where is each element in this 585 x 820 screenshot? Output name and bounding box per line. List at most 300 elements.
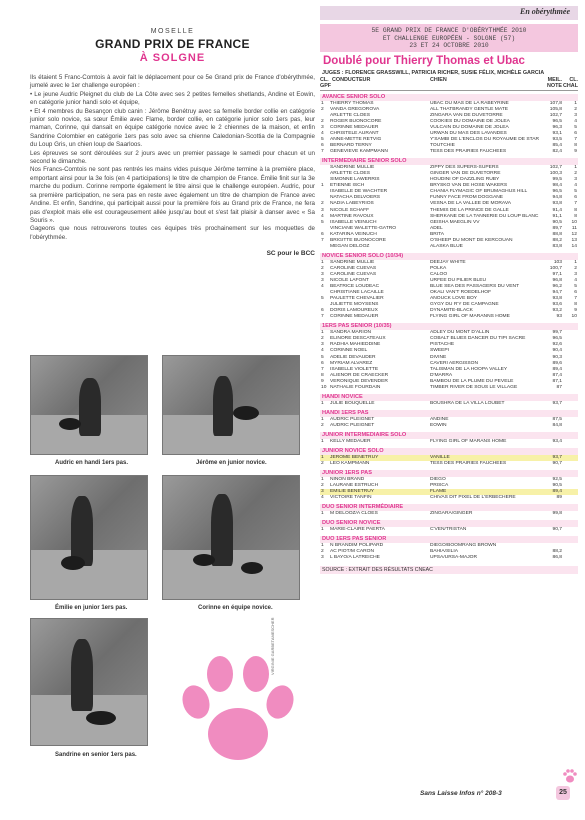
handler-cell: AUDRIC PLEIGNET <box>330 422 375 428</box>
handler-cell: ANNE-METTE RETVIG <box>330 137 382 143</box>
score-cell: 92,5 <box>552 477 562 483</box>
section-title: DUO 1ERS PAS SENIOR <box>320 536 578 543</box>
rank-cell: 6 <box>321 231 324 237</box>
dog-cell: O'SHEEP DU MONT DE KERCOUAN <box>430 237 513 243</box>
dog-cell: D'MARRA <box>430 372 453 378</box>
score-cell: 88,8 <box>552 231 562 237</box>
dog-cell: COBALT BLUES DANCER DU TIPI SACRÉ <box>430 336 526 342</box>
handler-cell: NICOLE SCHAFF <box>330 207 370 213</box>
section-banner-label: En obérythmée <box>520 7 570 16</box>
rank-cell: 7 <box>321 149 324 155</box>
handler-cell: CORINNE MÉDAUER <box>330 314 379 320</box>
result-row <box>320 149 578 155</box>
section-title: DUO SENIOR NOVICE <box>320 520 578 527</box>
chal-cell: 4 <box>574 183 577 189</box>
article-body <box>30 74 315 242</box>
score-cell: 93 <box>556 314 562 320</box>
results-column-headers <box>320 77 578 91</box>
dog-cell: EOWIN <box>430 422 447 428</box>
result-row <box>320 314 578 320</box>
dog-cell: BRITA <box>430 231 445 237</box>
results-section <box>320 323 578 390</box>
score-cell: 93,7 <box>552 454 562 460</box>
dog-cell: FUNNY FACE FROM DOGGANE <box>430 195 504 201</box>
handler-cell: ÉTIENNE ISCH <box>330 183 365 189</box>
chal-cell <box>562 511 578 517</box>
results-section <box>320 520 578 533</box>
results-section <box>320 432 578 445</box>
handler-cell: ELINORE DESCATEAUX <box>330 336 386 342</box>
score-cell: 99,5 <box>552 177 562 183</box>
chal-cell <box>562 439 578 445</box>
dog-cell: TOUTCHIE <box>430 143 455 149</box>
score-cell: 93,7 <box>552 400 562 406</box>
handler-cell: CORINNE MEDAUER <box>330 124 379 130</box>
dog-cell: TIMBER RIVER DE SOUS LE VILLAGE <box>430 384 518 390</box>
chal-cell: 4 <box>574 118 577 124</box>
chal-cell: 3 <box>574 112 577 118</box>
handler-cell: NINON BRAND <box>330 477 365 483</box>
chal-cell: 8 <box>574 207 577 213</box>
handler-cell: GENEVIÈVE KAMPMANN <box>330 149 388 155</box>
dog-cell: CALOO <box>430 271 448 277</box>
score-cell: 89,7 <box>552 225 562 231</box>
score-cell: 96,2 <box>552 284 562 290</box>
handler-cell: ISABELLE VIOLETTE <box>330 366 379 372</box>
rank-cell: 1 <box>321 183 324 189</box>
article-paragraph: Ils étaient 5 Franc-Comtois à avoir fait le déplacement pour ce 5e Grand prix de France d'obérythmée, jumelé avec le 1er challenge européen : <box>30 74 315 90</box>
result-row <box>320 555 578 561</box>
chal-cell: 11 <box>571 225 577 231</box>
score-cell: 92,6 <box>552 342 562 348</box>
handler-cell: SANDRINE MULLIE <box>330 259 375 265</box>
score-cell: 99,8 <box>552 511 562 517</box>
dog-cell: Y'SAMBI DE L'ENCLOS DU ROYAUME DE STAR <box>430 137 540 143</box>
handler-cell: MEGAN DELOOZ <box>330 243 370 249</box>
handler-cell: MARIE-CLAIRE PAERTA <box>330 527 385 533</box>
rank-cell: 7 <box>321 314 324 320</box>
chal-cell <box>562 385 578 391</box>
rank-cell: 4 <box>321 348 324 354</box>
handler-cell: KATARINA VEINUCH <box>330 231 377 237</box>
rank-cell: 1 <box>321 454 324 460</box>
rank-cell: 1 <box>321 511 324 517</box>
article <box>30 28 315 257</box>
score-cell: 93,8 <box>552 296 562 302</box>
dog-cell: CAVERI AERGISSON <box>430 360 479 366</box>
results-header-line: 23 ET 24 OCTOBRE 2010 <box>409 42 489 50</box>
dog-cell: UPSA/URSA-MAJOR <box>430 555 478 561</box>
dog-cell: ZINGARA/GINGER <box>430 511 473 517</box>
score-cell: 89,6 <box>552 360 562 366</box>
results-header-line: ET CHALLENGE EUROPÉEN - SOLGNE (57) <box>382 34 516 42</box>
caption-audric: Audric en handi 1ers pas. <box>55 460 129 466</box>
score-cell: 103 <box>553 259 562 265</box>
handler-cell: LAURANE ESTRUCH <box>330 483 379 489</box>
rank-cell: 1 <box>321 416 324 422</box>
handler-cell: JULIETTE MOYSENS <box>330 302 379 308</box>
dog-cell: TESS DES PRAIRIES FAUCHÉES <box>430 149 507 155</box>
score-cell: 93,2 <box>552 308 562 314</box>
score-cell: 105,8 <box>549 106 562 112</box>
footer-magazine: Sans Laisse Infos n° 208-3 <box>420 790 502 797</box>
dog-cell: CHANIA FLYMAGIC OF BRUMAGHUS HILL <box>430 189 528 195</box>
handler-cell: ARLETTE CLOËS <box>330 112 370 118</box>
chal-cell <box>562 461 578 467</box>
results-sections <box>320 94 578 562</box>
rank-cell: 2 <box>321 483 324 489</box>
rank-cell: 3 <box>321 342 324 348</box>
rank-cell: 6 <box>321 360 324 366</box>
photo-emilie <box>30 475 148 600</box>
handler-cell: BERNARD TERNY <box>330 143 372 149</box>
score-cell: 88,2 <box>552 549 562 555</box>
score-cell: 89,4 <box>552 489 562 495</box>
section-title: INTERMEDIAIRE SENIOR SOLO <box>320 158 578 165</box>
chal-cell <box>562 495 578 501</box>
dog-cell: HOUDINI OF DAZZLING RUBY <box>430 177 500 183</box>
score-cell: 91,1 <box>552 213 562 219</box>
chal-cell: 6 <box>574 195 577 201</box>
results-section <box>320 253 578 320</box>
result-row <box>320 511 578 517</box>
handler-cell: VICTOIRE TANFIN <box>330 495 372 501</box>
score-cell: 94,8 <box>552 195 562 201</box>
handler-cell: BÉATRICE LOUDÉAC <box>330 284 380 290</box>
article-paragraph: • Le jeune Audric Pleignet du club de La Côte avec ses 2 petites femelles shetlands, Andine et Eowin, en catégorie junior handi solo et équipe, <box>30 90 315 107</box>
dog-cell: POLKA <box>430 265 447 271</box>
section-title: NOVICE SENIOR SOLO (10/34) <box>320 253 578 260</box>
handler-cell: VINCIANE WALETTE-GATRO <box>330 225 397 231</box>
score-cell: 89 <box>556 495 562 501</box>
results-panel <box>320 24 578 804</box>
dog-cell: ALL THATBRANDY GENTLE MATE <box>430 106 508 112</box>
rank-cell: 1 <box>321 477 324 483</box>
handler-cell: LÉO KAMPMANN <box>330 461 370 467</box>
dog-cell: ANOUCK LOVE BOY <box>430 296 478 302</box>
paw-print-icon <box>178 652 298 767</box>
rank-cell: 2 <box>321 118 324 124</box>
dog-cell: URWAN DU MAS DES LAVANDES <box>430 131 507 137</box>
rank-cell <box>320 244 330 250</box>
handler-cell: N BRANDIM POLIPARD <box>330 543 384 549</box>
score-cell: 84,8 <box>552 422 562 428</box>
chal-cell: 8 <box>574 213 577 219</box>
results-title: Doublé pour Thierry Thomas et Ubac <box>323 54 525 67</box>
handler-cell: JULIE BOUQUELLE <box>330 400 375 406</box>
results-section <box>320 394 578 407</box>
handler-cell: VANDA GREGOROVA <box>330 106 380 112</box>
handler-cell: ISABELLE VEINUCH <box>330 219 377 225</box>
handler-cell: NICOLE LAFONT <box>330 278 369 283</box>
rank-cell: 7 <box>321 237 324 243</box>
result-row <box>320 423 578 429</box>
dog-cell: VULCAIN DU DOMAINE DE JOLÉA <box>430 124 509 130</box>
handler-cell: CORINNE NOËL <box>330 348 368 354</box>
dog-cell: DIVINE <box>430 354 447 360</box>
handler-cell: ARLETTE CLOËS <box>330 171 370 177</box>
handler-cell: L BAYO/A LATREICHE <box>330 555 380 561</box>
handler-cell: RADHIA MAHIEDDINE <box>330 342 381 348</box>
results-header-line: 5E GRAND PRIX DE FRANCE D'OBÉRYTHMÉE 2010 <box>371 27 527 34</box>
dog-cell: GINGER VAN DE DUVETORRE <box>430 171 501 177</box>
chal-cell: 9 <box>574 308 577 314</box>
chal-cell: 1 <box>574 259 577 265</box>
chal-cell: 3 <box>574 177 577 183</box>
score-cell: 87,1 <box>552 378 562 384</box>
results-section <box>320 470 578 501</box>
score-cell: 90,4 <box>552 348 562 354</box>
score-cell: 91,4 <box>552 207 562 213</box>
dog-cell: URFÉE DU PILIER BLEU <box>430 278 486 283</box>
score-cell: 107,8 <box>549 100 562 106</box>
caption-corinne: Corinne en équipe novice. <box>198 605 273 611</box>
result-row <box>320 385 578 391</box>
dog-cell: THEMIS DE LA PRINCE DE GALLE <box>430 207 509 213</box>
rank-cell: 2 <box>321 422 324 428</box>
handler-cell: BRIGITTE BUONOCORE <box>330 237 386 243</box>
rank-cell: 1 <box>321 259 324 265</box>
chal-cell: 5 <box>574 124 577 130</box>
handler-cell: ROGER BUONOCORE <box>330 118 382 124</box>
rank-cell: 1 <box>321 438 324 444</box>
rank-cell: 6 <box>321 308 324 314</box>
section-title: JUNIOR 1ERS PAS <box>320 470 578 477</box>
chal-cell <box>562 555 578 561</box>
handler-cell: ALIENOR DE CRAECKER <box>330 372 389 378</box>
handler-cell: CHRISTÈLE AURANT <box>330 131 379 137</box>
rank-cell: 1 <box>321 100 324 106</box>
rank-cell: 3 <box>321 555 324 561</box>
result-row <box>320 527 578 533</box>
score-cell: 83,8 <box>552 243 562 249</box>
rank-cell: 4 <box>321 284 324 290</box>
score-cell: 87,5 <box>552 416 562 422</box>
article-paragraph: • Et 4 membres du Besançon club canin : Jérôme Benétruy avec sa femelle border collie en catégorie junior solo novice, sa sœur Émilie avec Flame, border collie, en catégorie junior solo 1ers pas, leur maman, Corinne, qui dansait en équipe catégorie novice avec le 2 chiennes de la maison, et enfin Sandrine Colombier en catégorie 1ers pas solo avec sa chienne Caledonian-Scottia de la Compagnie du Loup Gris, un chien loup de Saarloos. <box>30 107 315 149</box>
rank-cell: 9 <box>321 378 324 384</box>
handler-cell: CAROLINE CUEVAS <box>330 265 377 271</box>
score-cell: 90,5 <box>552 483 562 489</box>
dog-cell: BRYSKO VAN DE HOSE WAKERS <box>430 183 508 189</box>
score-cell: 93,4 <box>552 438 562 444</box>
handler-cell: NATHALIE FOURDAIN <box>330 384 381 390</box>
chal-cell <box>562 527 578 533</box>
section-title: HANDI NOVICE <box>320 394 578 401</box>
dog-cell: PRISCA <box>430 483 449 489</box>
chal-cell: 10 <box>571 314 577 320</box>
handler-cell: SANDRINE MULLIE <box>330 165 375 171</box>
handler-cell: CAROLINE CUEVAS <box>330 271 377 277</box>
rank-cell: 4 <box>321 213 324 219</box>
dog-cell: TALISMAN DE LA HOOPA VALLEY <box>430 366 508 372</box>
rank-cell: 6 <box>321 143 324 149</box>
dog-cell: VESNA DE LA VALLÉE DE MORAVA <box>430 201 511 207</box>
dog-cell: ZIPPY DES SUPERS-SUPERS <box>430 165 499 171</box>
handler-cell: NADIA LABEYRIOS <box>330 201 374 207</box>
section-title: JUNIOR INTERMEDIAIRE SOLO <box>320 432 578 439</box>
dog-cell: GYGY DU R'Y DE CAMPAGNE <box>430 302 499 308</box>
handler-cell: JÉRÔME BENETRUY <box>330 454 379 460</box>
handler-cell: M DELOOZ/A CLOËS <box>330 511 378 517</box>
score-cell: 90,5 <box>552 219 562 225</box>
photo-corinne <box>162 475 300 600</box>
rank-cell: 3 <box>321 207 324 213</box>
photo-jerome <box>162 355 300 455</box>
dog-cell: C'VEN/TRISTAN <box>430 527 467 533</box>
rank-cell: 2 <box>321 336 324 342</box>
rank-cell: 3 <box>321 489 324 495</box>
rank-cell: 4 <box>321 495 324 501</box>
handler-cell: EMILIE BENETRUY <box>330 489 375 495</box>
score-cell: 99,7 <box>552 330 562 336</box>
score-cell: 90,7 <box>552 461 562 467</box>
handler-cell: VÉRONIQUE DEVENDER <box>330 378 388 384</box>
dog-cell: PISTACHE <box>430 342 455 348</box>
score-cell: 87,4 <box>552 372 562 378</box>
chal-cell: 7 <box>574 137 577 143</box>
photo-credit: VIRGINIE GARBETAMESCHER <box>270 617 275 675</box>
rank-cell: 5 <box>321 354 324 360</box>
score-cell: 96,8 <box>552 278 562 283</box>
handler-cell: THIERRY THOMAS <box>330 100 374 106</box>
handler-cell: MYRIAM ALVAREZ <box>330 360 373 366</box>
article-paragraph: Les épreuves se sont déroulées sur 2 jours avec un premier passage le samedi pour chacun et un second le dimanche. <box>30 149 315 166</box>
chal-cell: 1 <box>574 165 577 171</box>
rank-cell: 8 <box>321 372 324 378</box>
dog-cell: DIEGO/BOOMRANG BROWN <box>430 543 497 549</box>
rank-cell: 5 <box>321 296 324 302</box>
results-section <box>320 504 578 517</box>
dog-cell: TESS DES PRAIRIES FAUCHÉES <box>430 461 507 467</box>
score-cell: 98,4 <box>552 183 562 189</box>
dog-cell: SHERKANE DE LA TANNERIE DU LOUP BLANC <box>430 213 539 219</box>
article-paragraph: Gageons que nous retrouverons toutes ces équipes très prochainement sur les moquettes de l'obérythmée. <box>30 225 315 241</box>
small-paw-icon <box>562 768 578 784</box>
handler-cell: AC PIOT/M CARON <box>330 549 375 555</box>
photo-audric <box>30 355 148 455</box>
rank-cell: 2 <box>321 106 324 112</box>
dog-cell: FLYING GIRL OF MARANS HOME <box>430 438 507 444</box>
dog-cell: DEEJAY WHITE <box>430 259 466 265</box>
dog-cell: BAMBOU DE LA PLUME DU PÉVÈLE <box>430 378 514 384</box>
score-cell: 96,5 <box>552 118 562 124</box>
chal-cell: 13 <box>571 237 577 243</box>
article-title: GRAND PRIX DE FRANCE <box>95 37 250 51</box>
rank-cell: 5 <box>321 137 324 143</box>
chal-cell: 6 <box>574 290 577 296</box>
article-signature: SC pour le BCC <box>266 250 315 258</box>
section-title: AVANCE SENIOR SOLO <box>320 94 578 101</box>
chal-cell: 8 <box>574 302 577 308</box>
page-number: 25 <box>556 786 570 800</box>
caption-emilie: Émilie en junior 1ers pas. <box>55 605 128 611</box>
rank-cell: 2 <box>321 549 324 555</box>
score-cell: 96,3 <box>552 124 562 130</box>
chal-cell: 10 <box>571 219 577 225</box>
article-kicker: MOSELLE <box>150 28 195 35</box>
rank-cell: 1 <box>321 527 324 533</box>
results-section <box>320 94 578 155</box>
rank-cell: 3 <box>321 278 324 283</box>
result-row <box>320 439 578 445</box>
score-cell: 82,4 <box>552 149 562 155</box>
handler-cell: CHRISTIANE LACAILLE <box>330 290 384 296</box>
score-cell: 90,7 <box>552 527 562 533</box>
chal-cell: 2 <box>574 171 577 177</box>
rank-cell: 5 <box>321 219 324 225</box>
result-row <box>320 461 578 467</box>
dog-cell: BLUE SEA DES PASSAGERS DU VENT <box>430 284 520 290</box>
handler-cell: SIMONNE LAWERRIS <box>330 177 380 183</box>
chal-cell <box>562 423 578 429</box>
rank-cell: 1 <box>321 400 324 406</box>
results-section <box>320 448 578 467</box>
chal-cell: 1 <box>574 100 577 106</box>
score-cell: 93,5 <box>552 137 562 143</box>
dog-cell: ADLEY DU MONT D'ALLIN <box>430 330 490 336</box>
dog-cell: CHIVAS DIT PIXEL DE L'ERBECHÈRE <box>430 495 516 501</box>
section-title: 1ERS PAS SENIOR (10/35) <box>320 323 578 330</box>
rank-cell: 4 <box>321 131 324 137</box>
handler-cell: ADÉLIE DEVAUDER <box>330 354 376 360</box>
section-title: DUO SENIOR INTERMÉDIAIRE <box>320 504 578 511</box>
chal-cell: 8 <box>574 143 577 149</box>
handler-cell: DORIS LAMOUREUX <box>330 308 378 314</box>
score-cell: 93,1 <box>552 131 562 137</box>
chal-cell: 4 <box>574 278 577 283</box>
section-title: HANDI 1ERS PAS <box>320 410 578 417</box>
rank-cell: 2 <box>321 201 324 207</box>
chal-cell: 3 <box>574 271 577 277</box>
score-cell: 93,8 <box>552 201 562 207</box>
rank-cell: 10 <box>321 384 327 390</box>
rank-cell: 2 <box>321 461 324 467</box>
section-banner <box>320 6 578 20</box>
handler-cell: PAULETTE CHEVALIER <box>330 296 384 302</box>
score-cell: 86,8 <box>552 555 562 561</box>
score-cell: 88,2 <box>552 237 562 243</box>
score-cell: 102,7 <box>549 112 562 118</box>
handler-cell: AUDRIC PLEIGNET <box>330 416 375 422</box>
score-cell: 96,5 <box>552 189 562 195</box>
dog-cell: FLAME <box>430 489 447 495</box>
chal-cell: 9 <box>574 149 577 155</box>
chal-cell: 14 <box>571 243 577 249</box>
score-cell: 90,3 <box>552 354 562 360</box>
score-cell: 87 <box>556 384 562 390</box>
dog-cell: GEISHA MAEGLIN VV <box>430 219 480 225</box>
chal-cell: 2 <box>574 106 577 112</box>
rank-cell: 7 <box>321 366 324 372</box>
results-section <box>320 158 578 250</box>
score-cell: 94,7 <box>552 290 562 296</box>
dog-cell: ANDINE <box>430 416 449 422</box>
caption-sandrine: Sandrine en senior 1ers pas. <box>55 752 137 758</box>
result-row <box>320 244 578 250</box>
result-row <box>320 401 578 407</box>
photo-sandrine <box>30 618 148 746</box>
col-note: MEIL. NOTE <box>547 76 562 89</box>
dog-cell: ADEL <box>430 225 443 231</box>
caption-jerome: Jérôme en junior novice. <box>196 460 267 466</box>
score-cell: 100,7 <box>549 265 562 271</box>
chal-cell: 7 <box>574 296 577 302</box>
chal-cell: 2 <box>574 265 577 271</box>
handler-cell: MARTINE RAVOUX <box>330 213 374 219</box>
dog-cell: OKALI VAN'T ROEDELHOF <box>430 290 492 296</box>
rank-cell: 2 <box>321 265 324 271</box>
col-cl: CL. GPF <box>320 76 332 89</box>
